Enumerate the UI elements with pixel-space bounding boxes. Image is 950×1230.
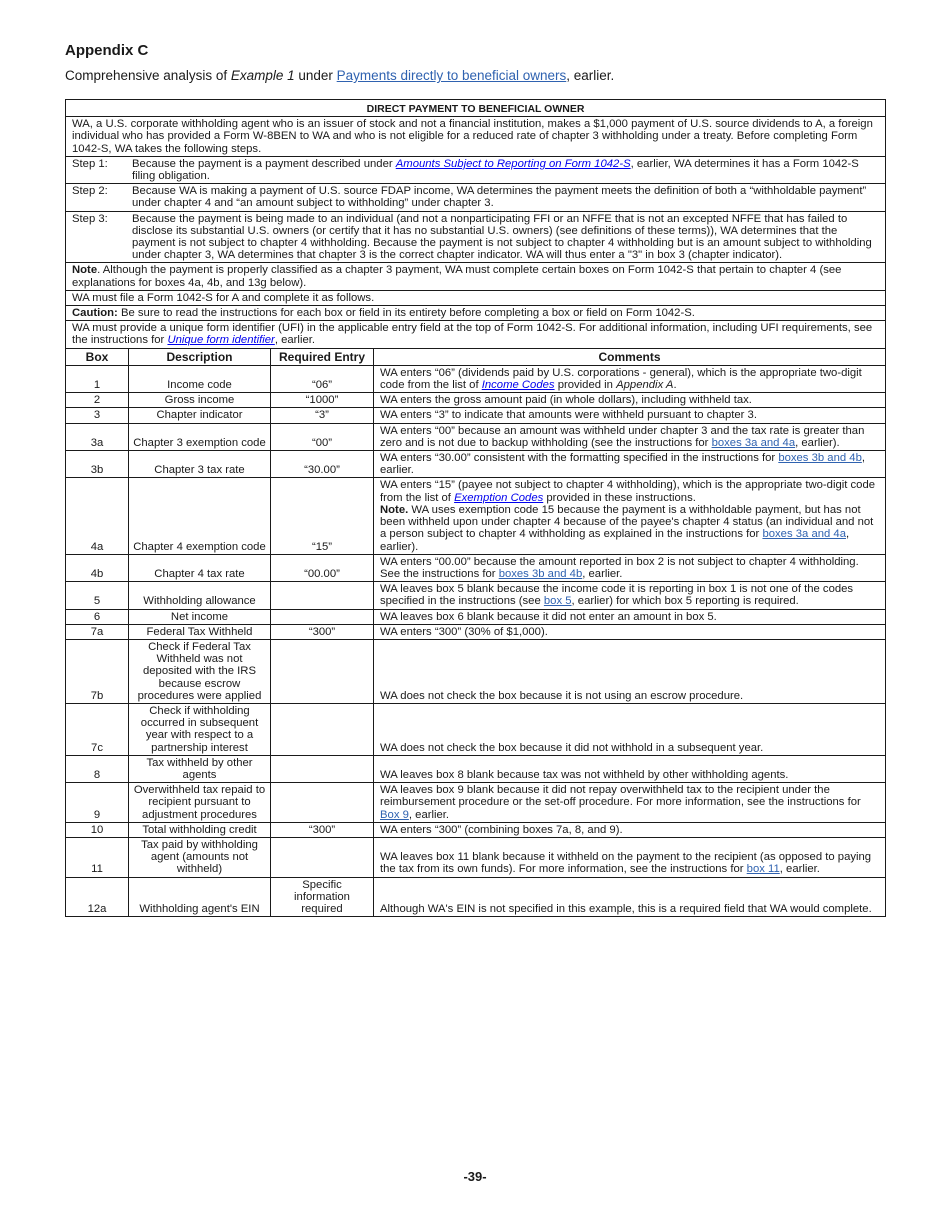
required-entry-cell: “1000” [271,393,374,408]
ufi-text: WA must provide a unique form identifier (UFI) in the applicable entry field at the top of Form 1042-S. For additional information, including UFI requirements, see the instructions for [72,322,873,347]
description-cell: Total withholding credit [129,822,271,837]
required-entry-cell [271,755,374,782]
required-entry-cell [271,639,374,703]
page-heading: Appendix C [65,42,149,59]
table-row [66,582,886,609]
link-amounts-subject-to-reporting[interactable]: Amounts Subject to Reporting on Form 1042-S [395,157,631,170]
box-cell: 8 [66,755,129,782]
box-cell: 4a [66,478,129,554]
column-header-box: Box [66,348,129,365]
table-row [66,423,886,450]
box-cell: 11 [66,837,129,877]
step-row [66,156,886,183]
comment-cell: WA enters “15” (payee not subject to chapter 4 withholding), which is the appropriate two-digit code from the list of Exemption Codes provided in these instructions. Note. WA uses exemption code 15 because the payment is a withholdable payment, but has not been withheld upon under chapter 4 because of the payee's chapter 4 status (an individual and not a person subject to chapter 4 withholding as explained in the instructions for boxes 3a and 4a, earlier). [374,478,886,554]
caution-label: Caution: [72,307,118,320]
direct-payment-table [65,99,886,917]
file-instruction: WA must file a Form 1042-S for A and complete it as follows. [66,290,886,305]
link-exemption-codes[interactable]: Exemption Codes [454,491,544,504]
note-row [66,263,886,290]
caution-text: Be sure to read the instructions for each box or field in its entirety before completing a box or field on Form 1042-S. [117,307,695,320]
comment-cell: WA enters “30.00” consistent with the formatting specified in the instructions for boxes 3b and 4b, earlier. [374,451,886,478]
comment-cell: WA enters the gross amount paid (in whole dollars), including withheld tax. [374,393,886,408]
intro-text-3: , earlier. [566,68,615,83]
scenario-description: WA, a U.S. corporate withholding agent who is an issuer of stock and not a financial institution, makes a $1,000 payment of U.S. source dividends to A, a foreign individual who has provided a Form W-8BEN to WA and who is not eligible for a reduced rate of chapter 3 withholding under a treaty. Before completing Form 1042-S, WA takes the following steps. [66,117,886,157]
box-cell: 1 [66,365,129,392]
comment-note-label: Note. [380,503,409,516]
intro-example-name: Example 1 [230,68,295,83]
step-row [66,211,886,263]
ufi-row: WA must provide a unique form identifier (UFI) in the applicable entry field at the top of Form 1042-S. For additional information, including UFI requirements, see the instructions for Unique form identifier, earlier. [66,321,886,348]
caution-row [66,306,886,321]
box-cell: 7b [66,639,129,703]
description-row [66,117,886,157]
description-cell: Tax paid by withholding agent (amounts not withheld) [129,837,271,877]
note-text: . Although the payment is properly classified as a chapter 3 payment, WA must complete certain boxes on Form 1042-S that pertain to chapter 4 (see explanations for boxes 4a, 4b, and 13g below). [72,264,842,289]
comment-cell: Although WA's EIN is not specified in this example, this is a required field that WA would complete. [374,877,886,917]
box-cell: 3 [66,408,129,423]
link-income-codes[interactable]: Income Codes [481,379,555,392]
required-entry-cell: “3” [271,408,374,423]
table-row [66,822,886,837]
file-row [66,290,886,305]
comment-cell: WA enters “3” to indicate that amounts were withheld pursuant to chapter 3. [374,408,886,423]
table-row [66,624,886,639]
step-label: Step 3: [72,212,108,225]
table-row [66,554,886,581]
step-label: Step 2: [72,185,108,198]
table-row [66,451,886,478]
comment-cell: WA leaves box 11 blank because it withheld on the payment to the recipient (as opposed to paying the tax from its own funds). For more information, see the instructions for box 11, earlier. [374,837,886,877]
comment-cell: WA leaves box 8 blank because tax was not withheld by other withholding agents. [374,755,886,782]
box-cell: 6 [66,609,129,624]
required-entry-cell: “00.00” [271,554,374,581]
required-entry-cell: Specific information required [271,877,374,917]
description-cell: Gross income [129,393,271,408]
comment-cell: WA leaves box 9 blank because it did not repay overwithheld tax to the recipient under the reimbursement procedure or the set-off procedure. For more information, see the instructions for Box 9, earlier. [374,783,886,823]
comment-cell: WA enters “00” because an amount was withheld under chapter 3 and the tax rate is greater than zero and is not due to backup withholding (see the instructions for boxes 3a and 4a, earlier). [374,423,886,450]
required-entry-cell: “00” [271,423,374,450]
comment-cell: WA leaves box 6 blank because it did not enter an amount in box 5. [374,609,886,624]
box-cell: 4b [66,554,129,581]
description-cell: Income code [129,365,271,392]
description-cell: Chapter 3 exemption code [129,423,271,450]
table-row [66,877,886,917]
box-cell: 9 [66,783,129,823]
description-cell: Withholding allowance [129,582,271,609]
page-number: -39- [463,1169,487,1184]
required-entry-cell [271,783,374,823]
step-label: Step 1: [72,157,108,170]
required-entry-cell [271,582,374,609]
box-cell: 7c [66,703,129,755]
comment-cell: WA does not check the box because it is not using an escrow procedure. [374,639,886,703]
required-entry-cell: “300” [271,624,374,639]
intro-text-2: under [294,68,337,83]
table-row [66,408,886,423]
link-boxes-3a-4a[interactable]: boxes 3a and 4a [762,528,846,541]
table-row [66,703,886,755]
description-cell: Check if withholding occurred in subsequent year with respect to a partnership interest [129,703,271,755]
description-cell: Chapter indicator [129,408,271,423]
description-cell: Check if Federal Tax Withheld was not deposited with the IRS because escrow procedures were applied [129,639,271,703]
box-cell: 12a [66,877,129,917]
table-row [66,365,886,392]
column-header-comments: Comments [374,348,886,365]
table-row [66,609,886,624]
comment-cell: WA enters “300” (30% of $1,000). [374,624,886,639]
table-row [66,639,886,703]
step-text: Because the payment is being made to an individual (and not a nonparticipating FFI or an NFFE that is not an excepted NFFE that has failed to disclose its substantial U.S. owners (or certify that it has no substantial U.S. owners) (see definitions of these terms)), WA determines that the payment is not subject to chapter 4 withholding. Because the payment is not subject to chapter 4 withholding but is an amount subject to withholding under chapter 3, WA determines that chapter 3 is the correct chapter indicator. WA will thus enter a "3" in box 3 (chapter indicator). [132,212,872,262]
required-entry-cell: “300” [271,822,374,837]
description-cell: Net income [129,609,271,624]
intro-text-1: Comprehensive analysis of [65,68,231,83]
required-entry-cell [271,703,374,755]
step-row [66,184,886,211]
intro-paragraph [65,68,885,83]
table-row [66,478,886,554]
description-cell: Chapter 4 exemption code [129,478,271,554]
box-cell: 3a [66,423,129,450]
intro-link-beneficial-owners[interactable]: Payments directly to beneficial owners [336,68,567,83]
description-cell: Chapter 4 tax rate [129,554,271,581]
box-cell: 10 [66,822,129,837]
box-cell: 7a [66,624,129,639]
appendix-page [65,42,885,917]
step-text: Because WA is making a payment of U.S. source FDAP income, WA determines the payment meets the definition of both a “withholdable payment” under chapter 4 and “an amount subject to withholding” under chapter 3. [132,185,867,210]
description-cell: Federal Tax Withheld [129,624,271,639]
required-entry-cell [271,837,374,877]
column-header-description: Description [129,348,271,365]
box-cell: 2 [66,393,129,408]
table-row [66,393,886,408]
table-caption: DIRECT PAYMENT TO BENEFICIAL OWNER [66,100,886,117]
box-cell: 5 [66,582,129,609]
description-cell: Withholding agent's EIN [129,877,271,917]
box-cell: 3b [66,451,129,478]
link-boxes-3b-4b[interactable]: boxes 3b and 4b [498,567,583,580]
required-entry-cell: “15” [271,478,374,554]
comment-cell: WA does not check the box because it did not withhold in a subsequent year. [374,703,886,755]
caption-row [66,100,886,117]
comment-cell: WA enters “300” (combining boxes 7a, 8, and 9). [374,822,886,837]
table-row [66,755,886,782]
description-cell: Tax withheld by other agents [129,755,271,782]
required-entry-cell: “06” [271,365,374,392]
comment-cell: WA enters “00.00” because the amount reported in box 2 is not subject to chapter 4 withholding. See the instructions for boxes 3b and 4b, earlier. [374,554,886,581]
comment-cell: WA enters “06” (dividends paid by U.S. corporations - general), which is the appropriate two-digit code from the list of Income Codes provided in Appendix A. [374,365,886,392]
link-unique-form-identifier[interactable]: Unique form identifier [167,334,275,347]
required-entry-cell [271,609,374,624]
link-box-11[interactable]: box 11 [746,863,780,876]
description-cell: Chapter 3 tax rate [129,451,271,478]
link-box-5[interactable]: box 5 [543,595,572,608]
column-header-row [66,348,886,365]
column-header-required-entry: Required Entry [271,348,374,365]
table-row [66,783,886,823]
table-row [66,837,886,877]
comment-cell: WA leaves box 5 blank because the income code it is reporting in box 1 is not one of the codes specified in the instructions (see box 5, earlier) for which box 5 reporting is required. [374,582,886,609]
link-boxes-3b-4b[interactable]: boxes 3b and 4b [778,452,862,465]
step-text: Because the payment is a payment described under Amounts Subject to Reporting on Form 1042-S, earlier, WA determines it has a Form 1042-S filing obligation. [132,157,859,183]
required-entry-cell: “30.00” [271,451,374,478]
link-boxes-3a-4a[interactable]: boxes 3a and 4a [711,436,796,449]
note-label: Note [72,264,98,277]
link-box-9[interactable]: Box 9 [380,808,409,821]
description-cell: Overwithheld tax repaid to recipient pursuant to adjustment procedures [129,783,271,823]
